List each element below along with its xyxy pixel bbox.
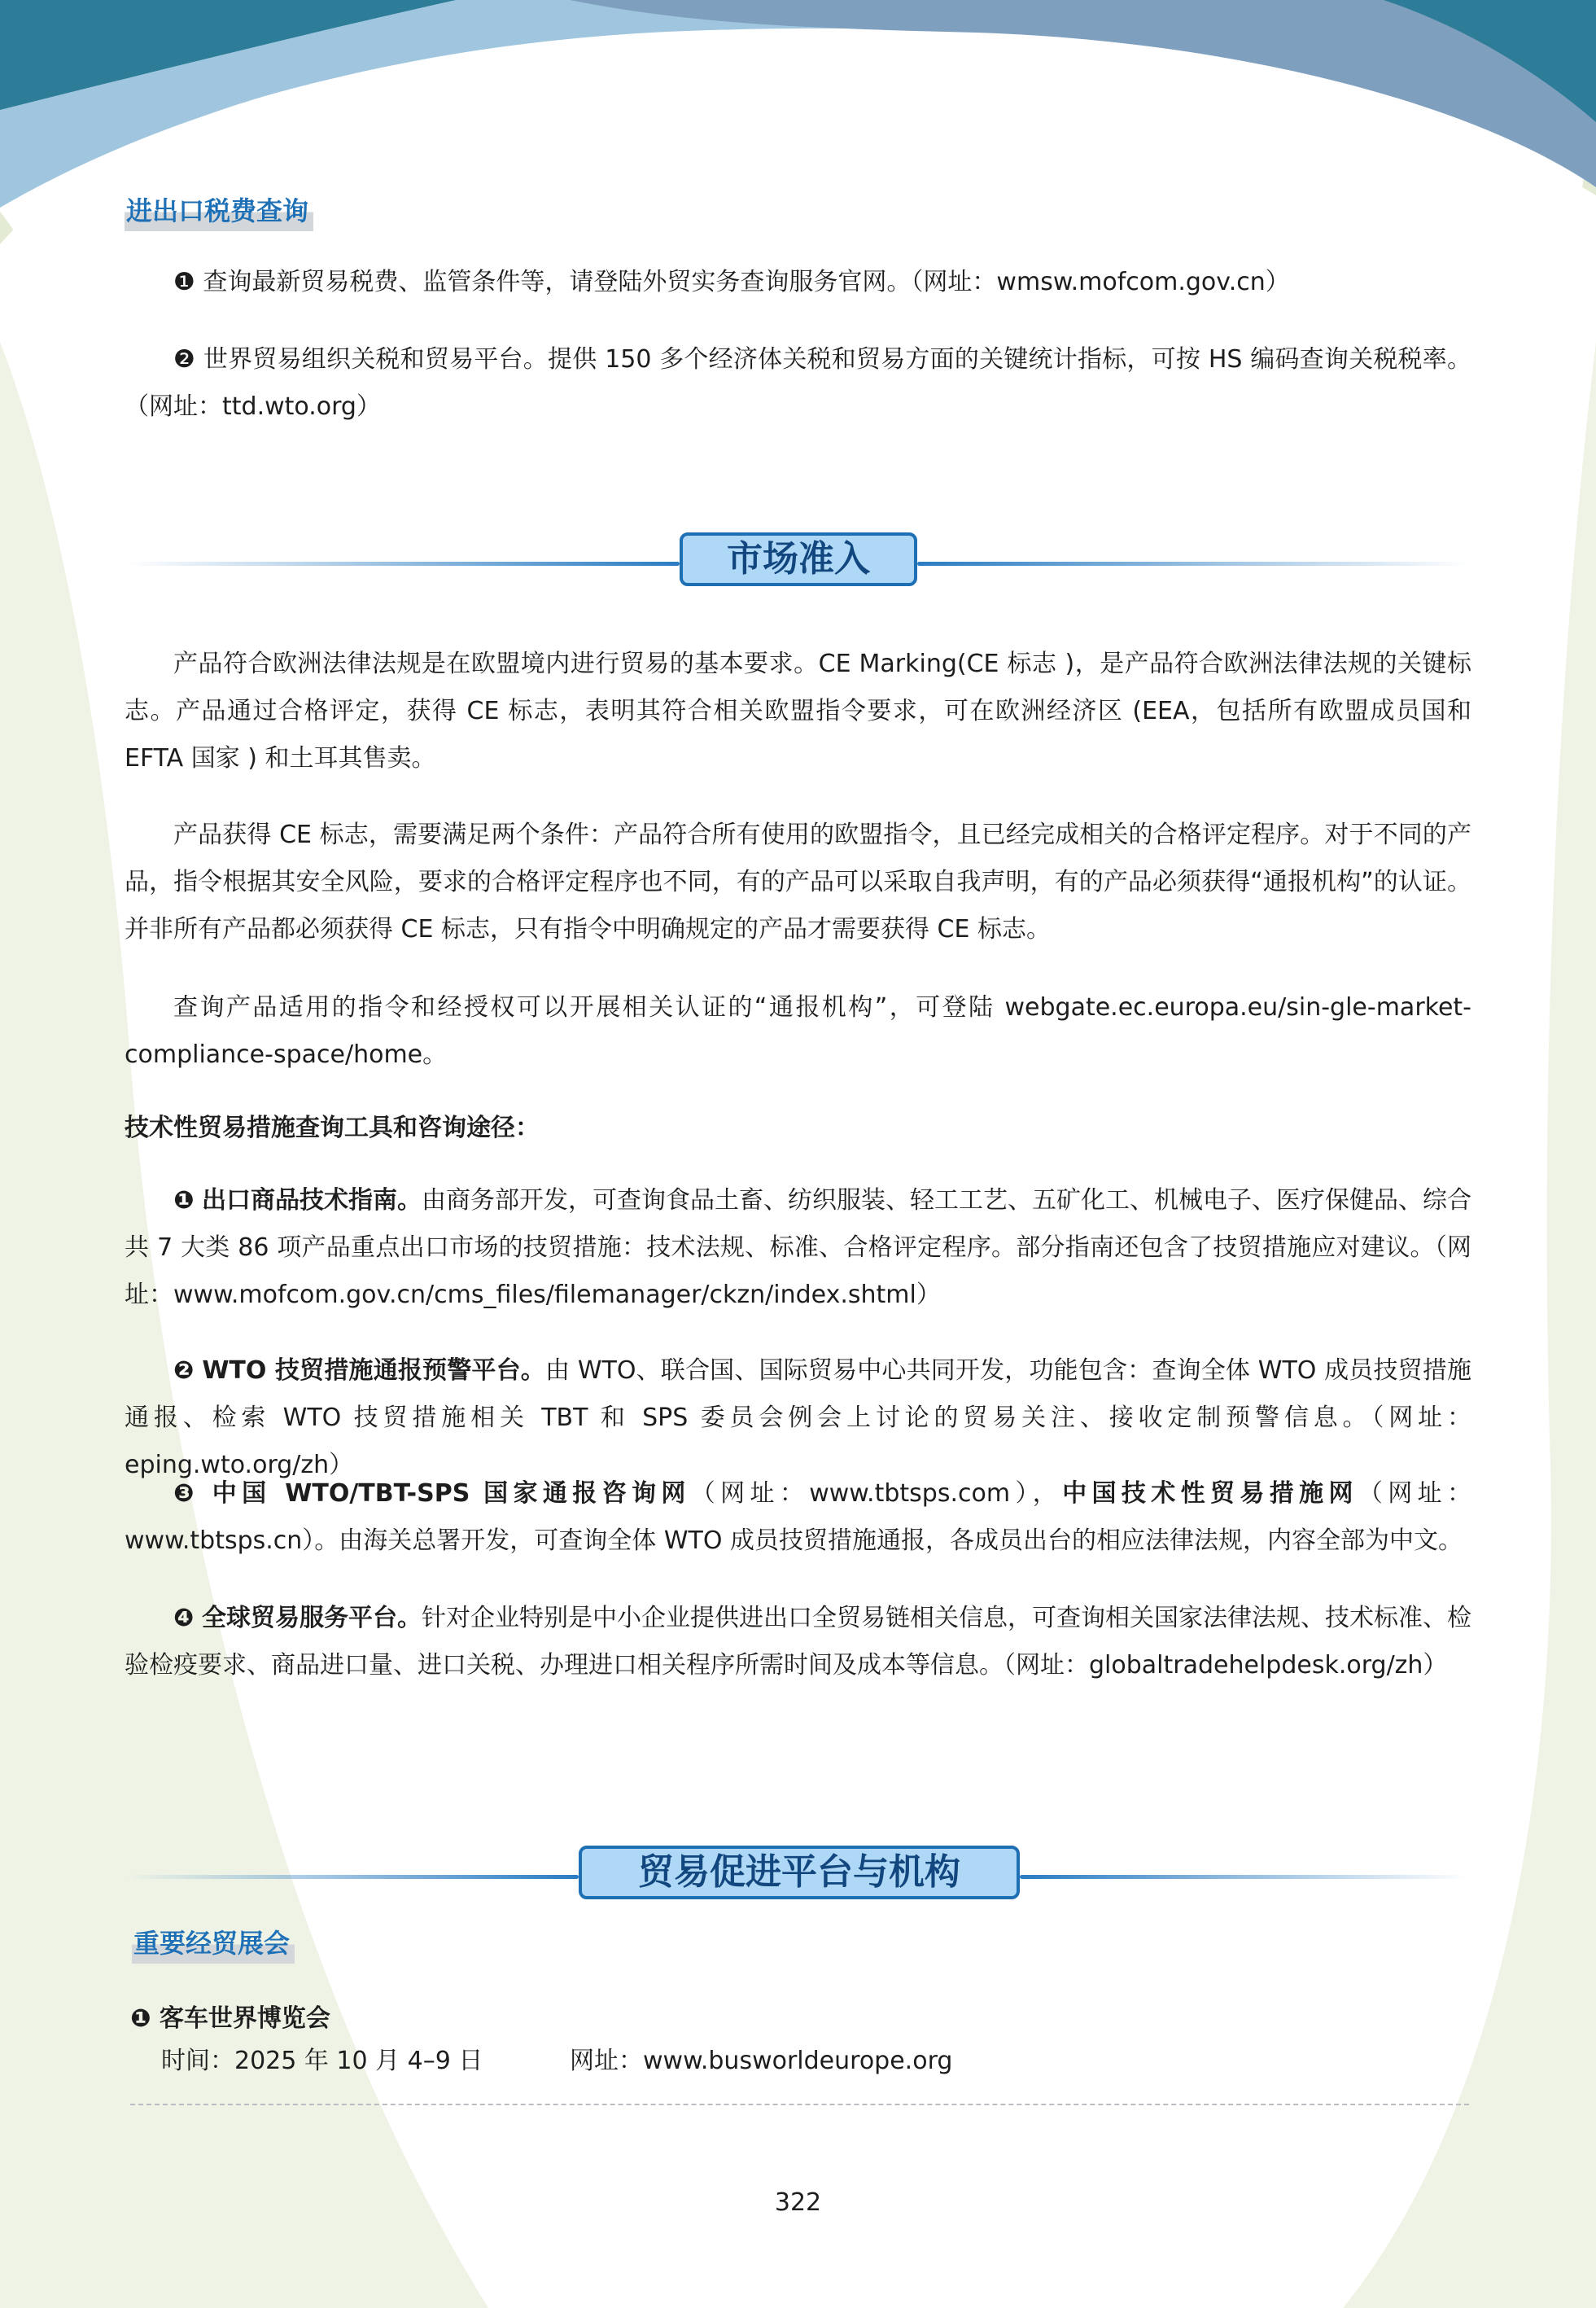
title-rule-left-2	[126, 1875, 579, 1879]
expo-title: ❶ 客车世界博览会	[130, 2004, 330, 2033]
tool-item-1	[125, 1177, 1471, 1319]
tool-item-4	[125, 1595, 1471, 1689]
tax-query-heading: 进出口税费查询	[125, 189, 313, 231]
tool-desc-3a: （网址：www.tbtsps.com），	[690, 1479, 1063, 1508]
tool-desc-1: 由商务部开发，可查询食品土畜、纺织服装、轻工工艺、五矿化工、机械电子、医疗保健品、综合共 7 大类 86 项产品重点出口市场的技贸措施：技术法规、标准、合格评定程序。部分指南还包含了技贸措施应对建议。（网址：www.mofcom.gov.cn/cms_files/filemanager/ckzn/index.shtml）	[125, 1186, 1472, 1309]
page-number: 322	[774, 2188, 822, 2217]
tool-name-1: 出口商品技术指南。	[201, 1186, 422, 1215]
title-rule-right-2	[1020, 1875, 1469, 1879]
tool-name-4: 全球贸易服务平台。	[201, 1604, 422, 1632]
tool-desc-3b: （网址：www.tbtsps.cn）。由海关总署开发，可查询全体 WTO 成员技贸措施通报，各成员出台的相应法律法规，内容全部为中文。	[125, 1479, 1472, 1555]
trade-promotion-title: 贸易促进平台与机构	[579, 1846, 1020, 1899]
expo-subheading: 重要经贸展会	[132, 1921, 295, 1964]
tool-desc-2: 由 WTO、联合国、国际贸易中心共同开发，功能包含：查询全体 WTO 成员技贸措施通报、检索 WTO 技贸措施相关 TBT 和 SPS 委员会例会上讨论的贸易关注、接收定制预警信息。（网址：eping.wto.org/zh）	[125, 1356, 1471, 1479]
tool-name-2: WTO 技贸措施通报预警平台。	[202, 1356, 545, 1385]
tool-marker-4: ❹	[173, 1604, 195, 1632]
tax-query-item-1: ❶ 查询最新贸易税费、监管条件等，请登陆外贸实务查询服务官网。（网址：wmsw.mofcom.gov.cn）	[173, 268, 1290, 296]
tool-item-3	[125, 1470, 1471, 1565]
market-access-title: 市场准入	[680, 532, 917, 586]
market-access-paragraph-3: 查询产品适用的指令和经授权可以开展相关认证的“通报机构”，可登陆 webgate.ec.europa.eu/sin-gle-market-compliance-space/home。	[125, 993, 1471, 1069]
market-access-title-bar	[126, 532, 1469, 594]
tax-query-item-2: ❷ 世界贸易组织关税和贸易平台。提供 150 多个经济体关税和贸易方面的关键统计指标，可按 HS 编码查询关税税率。（网址：ttd.wto.org）	[125, 345, 1471, 421]
tool-desc-4: 针对企业特别是中小企业提供进出口全贸易链相关信息，可查询相关国家法律法规、技术标准、检验检疫要求、商品进口量、进口关税、办理进口相关程序所需时间及成本等信息。（网址：globaltradehelpdesk.org/zh）	[125, 1604, 1472, 1680]
trade-promotion-title-bar	[126, 1846, 1469, 1907]
tools-heading-text: 技术性贸易措施查询工具和咨询途径：	[125, 1114, 540, 1142]
title-rule-left	[126, 562, 680, 566]
market-access-paragraph-2: 产品获得 CE 标志，需要满足两个条件：产品符合所有使用的欧盟指令，且已经完成相关的合格评定程序。对于不同的产品，指令根据其安全风险，要求的合格评定程序也不同，有的产品可以采取自我声明，有的产品必须获得“通报机构”的认证。并非所有产品都必须获得 CE 标志，只有指令中明确规定的产品才需要获得 CE 标志。	[125, 821, 1471, 944]
expo-url[interactable]: 网址：www.busworldeurope.org	[570, 2047, 953, 2075]
tool-name-3a: 中国 WTO/TBT-SPS 国家通报咨询网	[212, 1479, 691, 1508]
tool-item-2	[125, 1347, 1471, 1489]
tool-marker-1: ❶	[173, 1186, 195, 1215]
dotted-divider	[130, 2104, 1469, 2105]
tool-name-3b: 中国技术性贸易措施网	[1062, 1479, 1358, 1508]
tool-marker-3: ❸	[173, 1479, 199, 1508]
tool-marker-2: ❷	[173, 1356, 195, 1385]
tools-heading	[125, 1105, 1471, 1152]
market-access-paragraph-1: 产品符合欧洲法律法规是在欧盟境内进行贸易的基本要求。CE Marking(CE 标志 )，是产品符合欧洲法律法规的关键标志。产品通过合格评定，获得 CE 标志，表明其符合相关欧盟指令要求，可在欧洲经济区 (EEA，包括所有欧盟成员国和 EFTA 国家 ) 和土耳其售卖。	[125, 650, 1471, 773]
title-rule-right	[917, 562, 1469, 566]
expo-time: 时间：2025 年 10 月 4–9 日	[161, 2047, 483, 2075]
